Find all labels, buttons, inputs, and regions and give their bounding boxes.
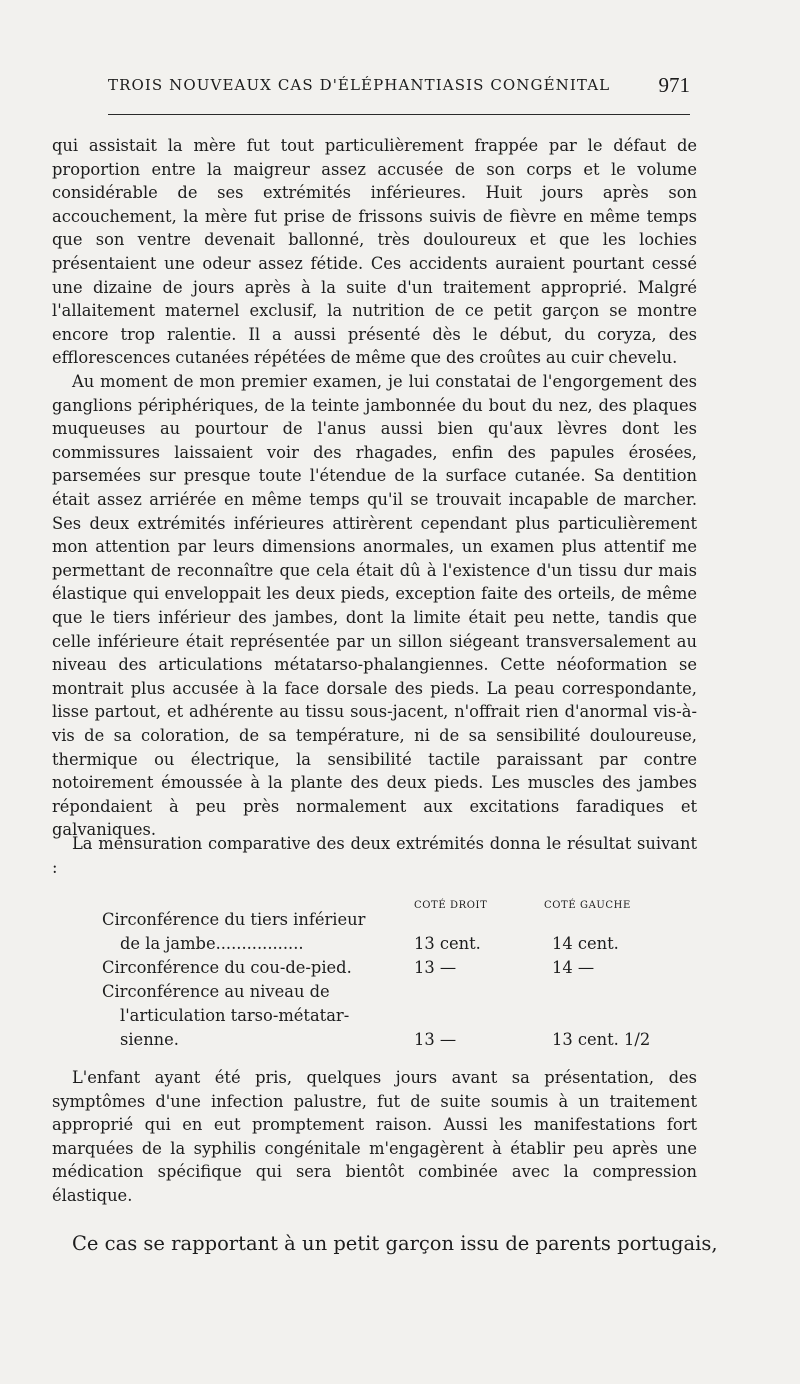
row-label-continued: l'articulation tarso-métatar- bbox=[120, 1006, 350, 1025]
value-left: 14 cent. bbox=[552, 934, 619, 953]
paragraph-4 bbox=[52, 1066, 697, 1208]
value-right: 13 — bbox=[414, 958, 457, 977]
value-right: 13 cent. bbox=[414, 934, 481, 953]
row-label-continued: de la jambe................. bbox=[120, 934, 304, 953]
value-right: 13 — bbox=[414, 1030, 457, 1049]
column-header-left: COTÉ GAUCHE bbox=[544, 900, 631, 911]
row-label-continued: sienne. bbox=[120, 1030, 179, 1049]
paragraph-5-text: Ce cas se rapportant à un petit garçon issu de parents portugais, bbox=[72, 1232, 718, 1255]
paragraph-4-text: L'enfant ayant été pris, quelques jours avant sa présentation, des symptômes d'une infection palustre, fut de suite soumis à un traitement approprié qui en eut promptement raison. Aussi les manifestations fort marquées de la syphilis congénitale m'engagèrent à établir peu après une médication spécifique qui sera bientôt combinée avec la compression élastique. bbox=[52, 1068, 697, 1205]
paragraph-3-text: La mensuration comparative des deux extrémités donna le résultat suivant : bbox=[52, 834, 697, 877]
page-header bbox=[108, 73, 690, 100]
paragraph-3 bbox=[52, 832, 697, 879]
paragraph-2-text: Au moment de mon premier examen, je lui constatai de l'engorgement des ganglions périphériques, de la teinte jambonnée du bout du nez, des plaques muqueuses au pourtour de l'anus aussi bien qu'aux lèvres dont les commissures laissaient voir des rhagades, enfin des papules érosées, parsemées sur presque toute l'étendue de la surface cutanée. Sa dentition était assez arriérée en même temps qu'il se trouvait incapable de marcher. Ses deux extrémités inférieures attirèrent cependant plus particulièrement mon attention par leurs dimensions anormales, un examen plus attentif me permettant de reconnaître que cela était dû à l'existence d'un tissu dur mais élastique qui enveloppait les deux pieds, exception faite des orteils, de même que le tiers inférieur des jambes, dont la limite était peu nette, tandis que celle inférieure était représentée par un sillon siégeant transversalement au niveau des articulations métatarso-phalangiennes. Cette néoformation se montrait plus accusée à la face dorsale des pieds. La peau correspondante, lisse partout, et adhérente au tissu sous-jacent, n'offrait rien d'anormal vis-à-vis de sa coloration, de sa température, ni de sa sensibilité douloureuse, thermique ou électrique, la sensibilité tactile paraissant par contre notoirement émoussée à la plante des deux pieds. Les muscles des jambes répondaient à peu près normalement aux excitations faradiques et galvaniques. bbox=[52, 372, 697, 840]
row-label: Circonférence du tiers inférieur bbox=[102, 910, 366, 929]
row-label: Circonférence au niveau de bbox=[102, 982, 330, 1001]
paragraph-5 bbox=[72, 1232, 718, 1255]
paragraph-1-text: qui assistait la mère fut tout particulièrement frappée par le défaut de proportion entre la maigreur assez accusée de son corps et le volume considérable de ses extrémités inférieures. Huit jours après son accouchement, la mère fut prise de frissons suivis de fièvre en même temps que son ventre devenait ballonné, très douloureux et que les lochies présentaient une odeur assez fétide. Ces accidents auraient pourtant cessé une dizaine de jours après à la suite d'un traitement approprié. Malgré l'allaitement maternel exclusif, la nutrition de ce petit garçon se montre encore trop ralentie. Il a aussi présenté dès le début, du coryza, des efflorescences cutanées répétées de même que des croûtes au cuir chevelu. bbox=[52, 136, 697, 368]
row-label: Circonférence du cou-de-pied. bbox=[102, 958, 352, 977]
column-header-right: COTÉ DROIT bbox=[414, 900, 488, 911]
value-left: 14 — bbox=[552, 958, 595, 977]
paragraph-1 bbox=[52, 134, 697, 370]
paragraph-2 bbox=[52, 370, 697, 842]
value-left: 13 cent. 1/2 bbox=[552, 1030, 651, 1049]
page-number: 971 bbox=[658, 73, 690, 97]
running-title: TROIS NOUVEAUX CAS D'ÉLÉPHANTIASIS CONGÉNITAL bbox=[108, 76, 611, 94]
header-rule bbox=[108, 114, 690, 115]
